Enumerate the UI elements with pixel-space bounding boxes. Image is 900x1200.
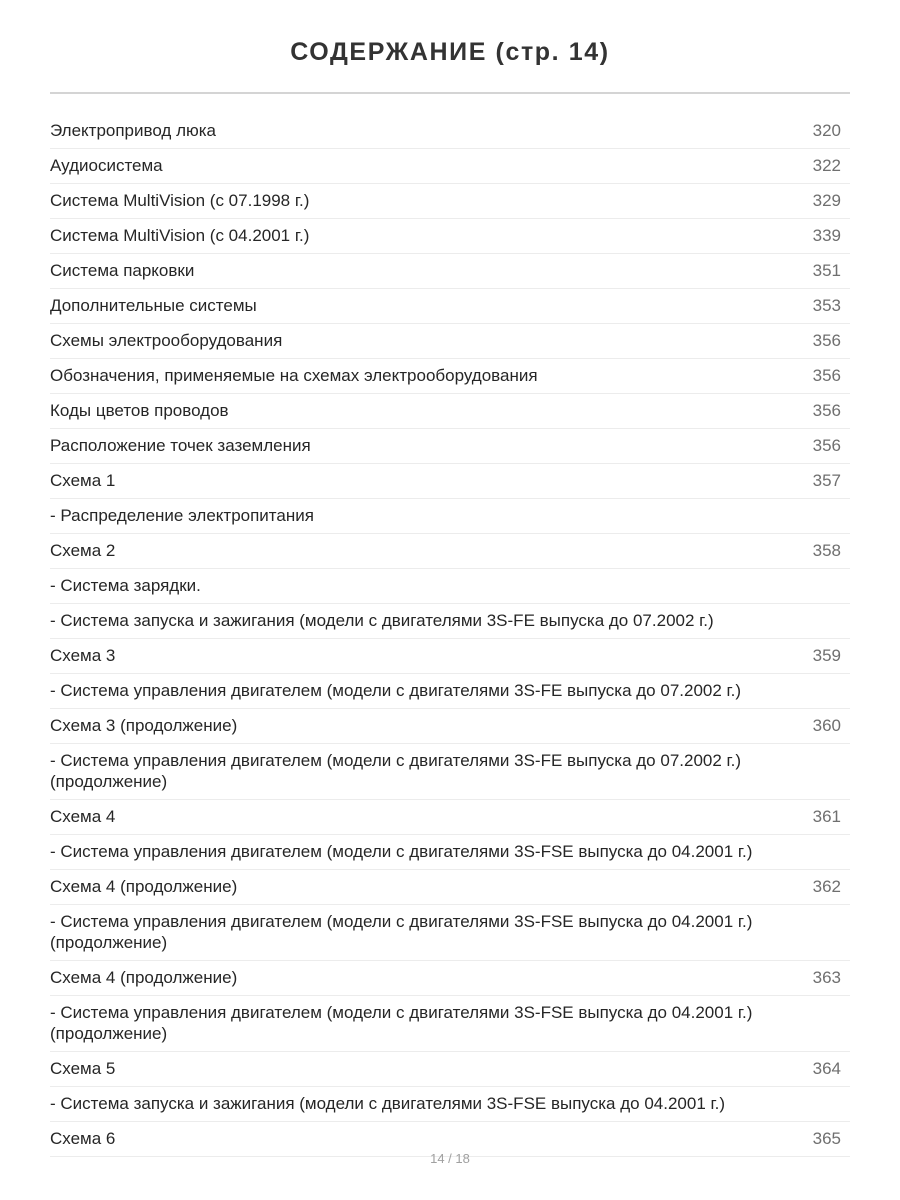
toc-entry-title: Обозначения, применяемые на схемах электрооборудования <box>50 366 538 385</box>
toc-entry-title: - Система управления двигателем (модели с двигателями 3S-FSE выпуска до 04.2001 г.) <box>50 842 753 861</box>
toc-entry-title: Схема 2 <box>50 541 116 560</box>
toc-entry[interactable] <box>50 114 850 149</box>
toc-entry-title: - Система запуска и зажигания (модели с двигателями 3S-FE выпуска до 07.2002 г.) <box>50 611 714 630</box>
toc-entry[interactable] <box>50 394 850 429</box>
toc-entry-page-number: 362 <box>812 877 841 896</box>
toc-entry-title: - Система зарядки. <box>50 576 201 595</box>
toc-entry-title: Схема 3 <box>50 646 116 665</box>
toc-entry[interactable] <box>50 905 850 961</box>
toc-entry-title: Коды цветов проводов <box>50 401 229 420</box>
toc-entry-title: Система MultiVision (с 04.2001 г.) <box>50 226 310 245</box>
toc-entry[interactable] <box>50 1052 850 1087</box>
toc-entry[interactable] <box>50 800 850 835</box>
toc-entry-page-number: 360 <box>812 716 841 735</box>
toc-entry-page-number: 357 <box>812 471 841 490</box>
toc-entry-title: Схема 4 <box>50 807 116 826</box>
toc-entry-title: Схемы электрооборудования <box>50 331 283 350</box>
toc-entry-page-number: 353 <box>812 296 841 315</box>
toc-entry[interactable] <box>50 464 850 499</box>
toc-entry[interactable] <box>50 961 850 996</box>
toc-entry-title: Аудиосистема <box>50 156 163 175</box>
toc-entry-page-number: 358 <box>812 541 841 560</box>
toc-entry-page-number: 359 <box>812 646 841 665</box>
toc-entry-page-number: 356 <box>812 331 841 350</box>
toc-entry-page-number: 320 <box>812 121 841 140</box>
toc-entry-page-number: 364 <box>812 1059 841 1078</box>
toc-entry-page-number: 356 <box>812 436 841 455</box>
toc-entry-title: - Система управления двигателем (модели с двигателями 3S-FE выпуска до 07.2002 г.) (продолжение) <box>50 751 742 791</box>
toc-entry[interactable] <box>50 639 850 674</box>
toc-entry-page-number: 356 <box>812 366 841 385</box>
toc-entry[interactable] <box>50 254 850 289</box>
toc-entry-title: Схема 4 (продолжение) <box>50 968 238 987</box>
toc-entry[interactable] <box>50 996 850 1052</box>
table-of-contents <box>50 114 850 1157</box>
toc-entry[interactable] <box>50 149 850 184</box>
page-indicator: 14 / 18 <box>430 1151 470 1166</box>
toc-entry-page-number: 365 <box>812 1129 841 1148</box>
page-title: СОДЕРЖАНИЕ (стр. 14) <box>290 38 610 66</box>
toc-entry-title: - Система управления двигателем (модели с двигателями 3S-FSE выпуска до 04.2001 г.) (продолжение) <box>50 912 753 952</box>
toc-entry[interactable] <box>50 359 850 394</box>
toc-entry-title: Схема 6 <box>50 1129 116 1148</box>
toc-entry-page-number: 361 <box>812 807 841 826</box>
toc-entry-title: Расположение точек заземления <box>50 436 311 455</box>
toc-entry[interactable] <box>50 219 850 254</box>
toc-entry-page-number: 363 <box>812 968 841 987</box>
toc-entry[interactable] <box>50 604 850 639</box>
toc-entry[interactable] <box>50 1087 850 1122</box>
toc-entry-title: Схема 4 (продолжение) <box>50 877 238 896</box>
toc-entry[interactable] <box>50 674 850 709</box>
toc-entry[interactable] <box>50 184 850 219</box>
toc-entry-title: Схема 5 <box>50 1059 116 1078</box>
toc-entry[interactable] <box>50 324 850 359</box>
toc-entry-title: Электропривод люка <box>50 121 217 140</box>
toc-entry[interactable] <box>50 569 850 604</box>
toc-entry-title: - Распределение электропитания <box>50 506 314 525</box>
toc-entry-title: - Система запуска и зажигания (модели с двигателями 3S-FSE выпуска до 04.2001 г.) <box>50 1094 726 1113</box>
toc-entry-title: Схема 3 (продолжение) <box>50 716 238 735</box>
toc-entry-page-number: 351 <box>812 261 841 280</box>
toc-entry[interactable] <box>50 870 850 905</box>
toc-entry-title: Система MultiVision (с 07.1998 г.) <box>50 191 310 210</box>
toc-entry[interactable] <box>50 499 850 534</box>
toc-entry[interactable] <box>50 429 850 464</box>
toc-entry-page-number: 329 <box>812 191 841 210</box>
title-divider <box>50 92 850 94</box>
toc-entry-title: Система парковки <box>50 261 195 280</box>
toc-entry-title: Схема 1 <box>50 471 116 490</box>
toc-entry[interactable] <box>50 534 850 569</box>
toc-entry[interactable] <box>50 289 850 324</box>
toc-entry-page-number: 322 <box>812 156 841 175</box>
toc-entry-page-number: 339 <box>812 226 841 245</box>
toc-entry-page-number: 356 <box>812 401 841 420</box>
toc-entry[interactable] <box>50 709 850 744</box>
toc-entry-title: Дополнительные системы <box>50 296 257 315</box>
toc-entry-title: - Система управления двигателем (модели с двигателями 3S-FSE выпуска до 04.2001 г.) (продолжение) <box>50 1003 753 1043</box>
toc-entry-title: - Система управления двигателем (модели с двигателями 3S-FE выпуска до 07.2002 г.) <box>50 681 742 700</box>
toc-entry[interactable] <box>50 744 850 800</box>
toc-entry[interactable] <box>50 835 850 870</box>
